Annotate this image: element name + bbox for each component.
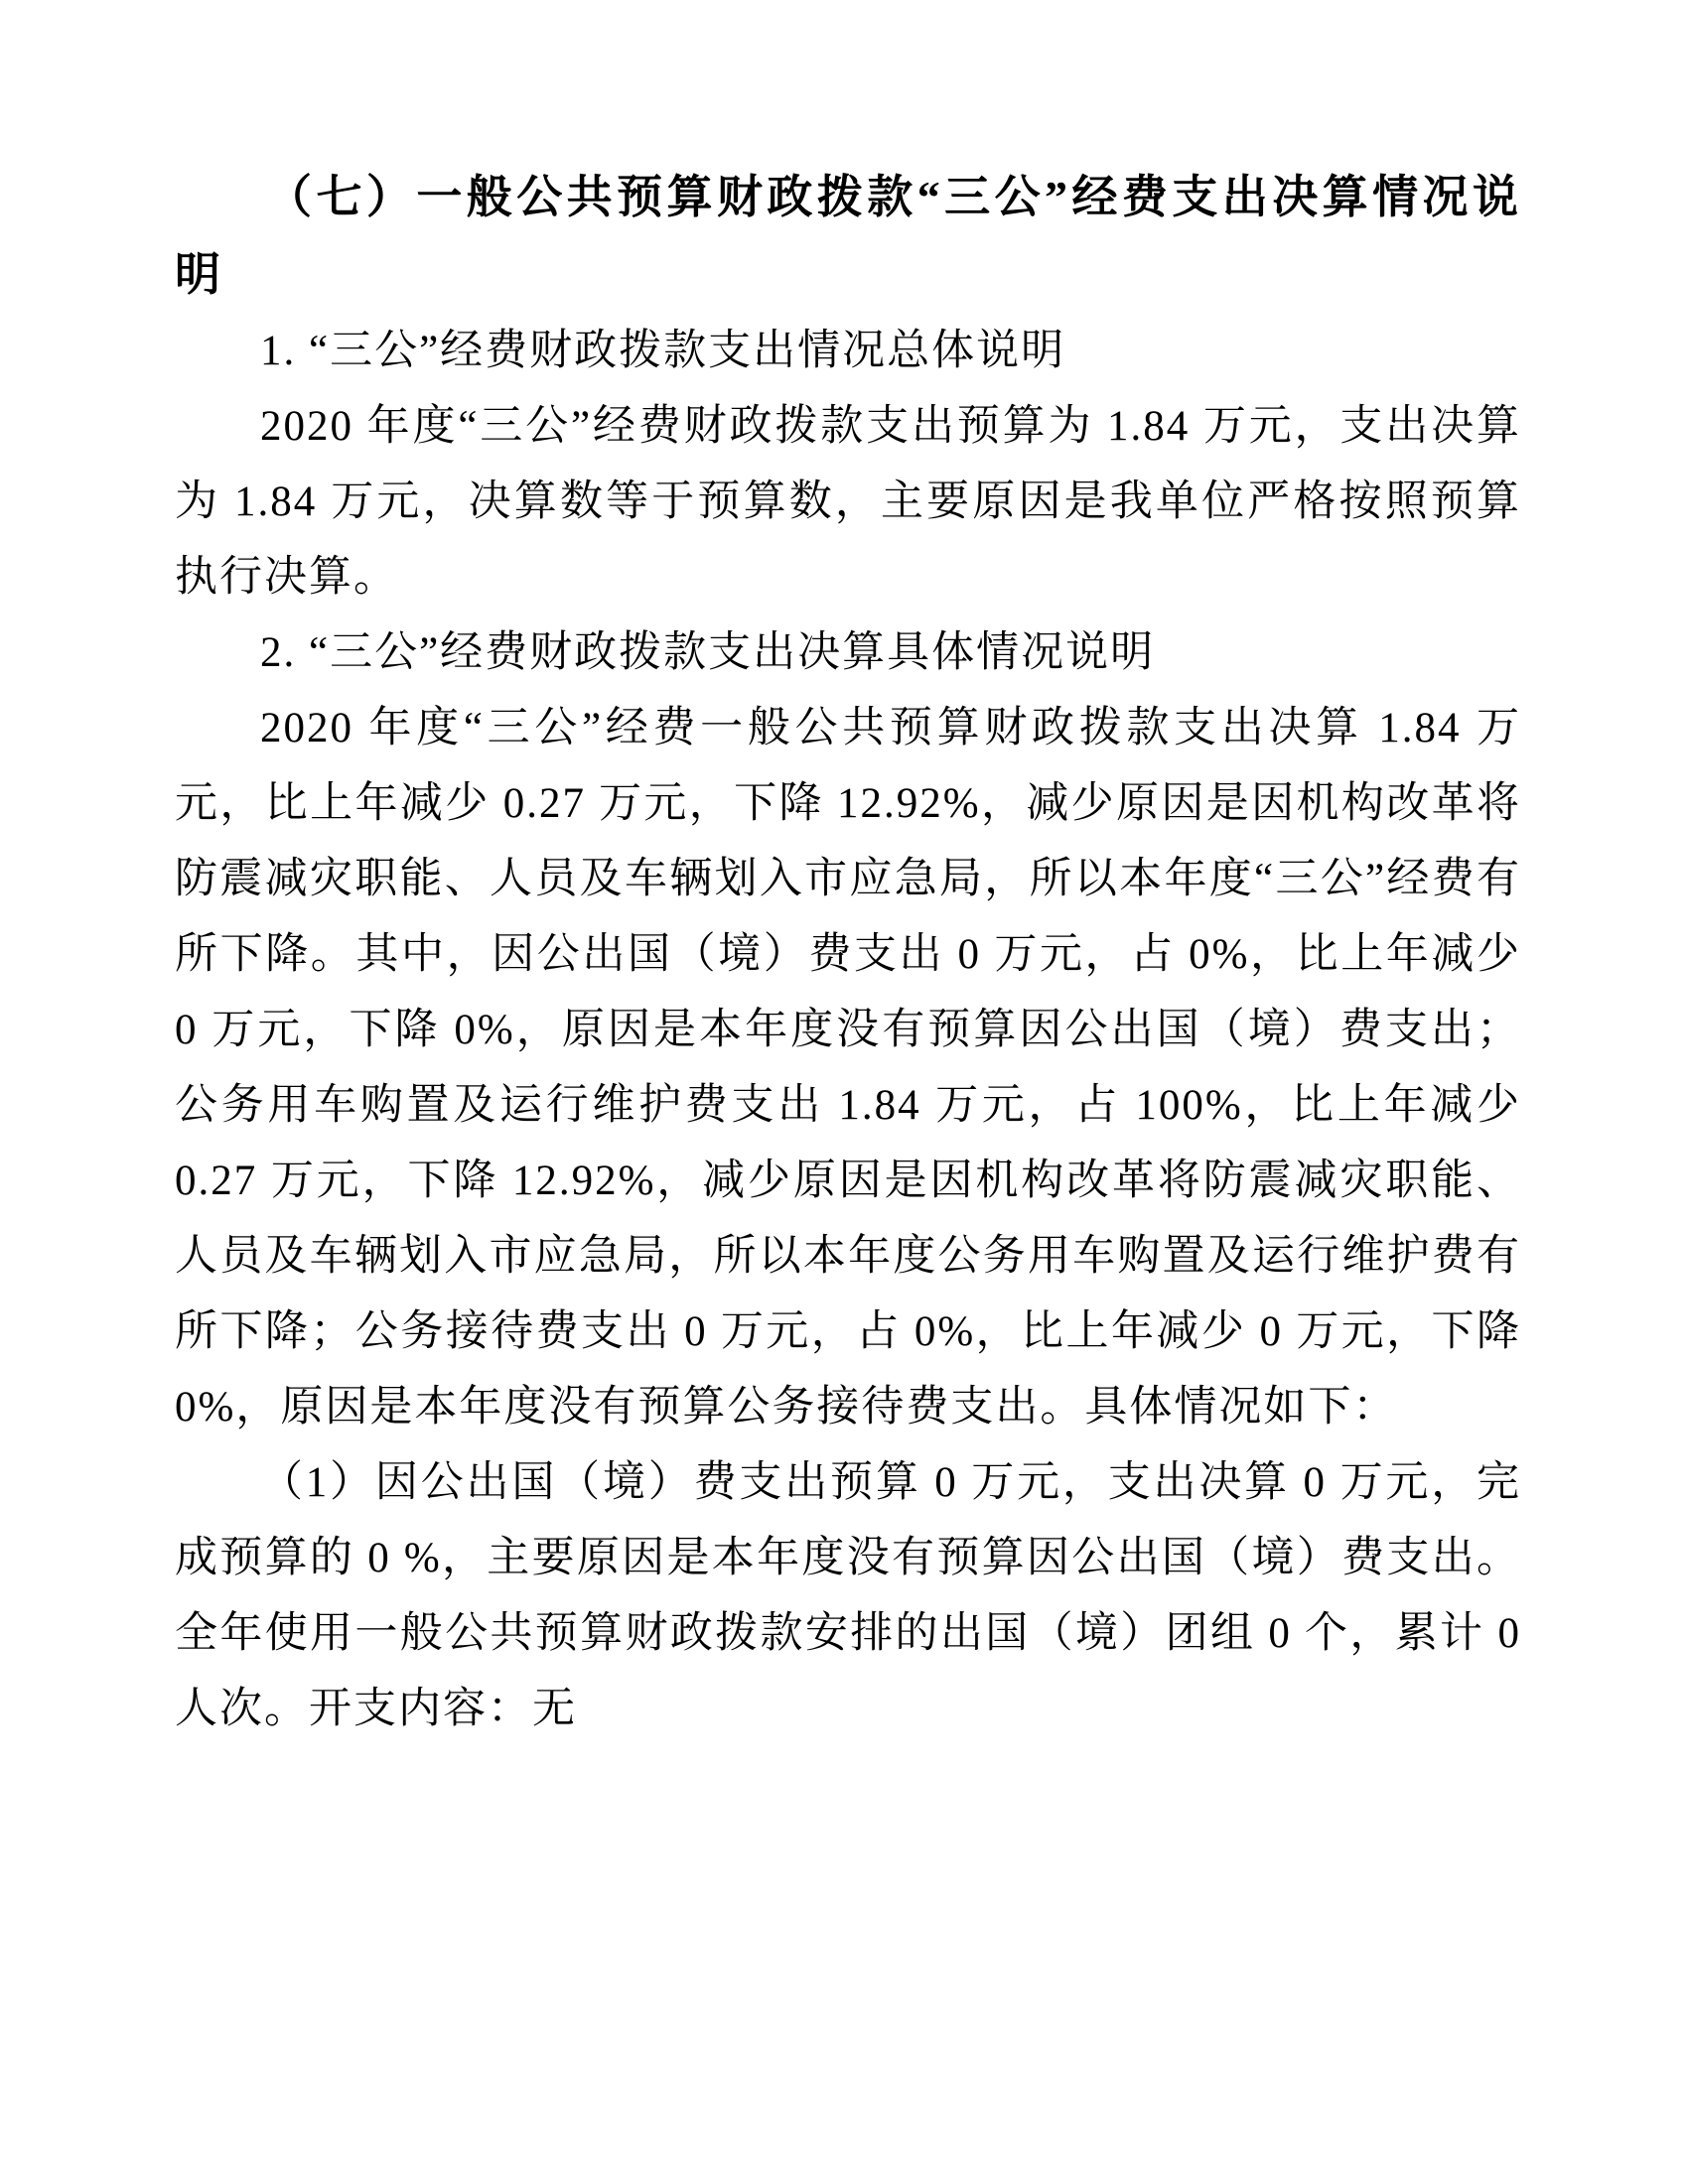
subheading-specific-explanation: 2. “三公”经费财政拨款支出决算具体情况说明 — [260, 629, 1156, 676]
paragraph-overseas-travel-item: （1）因公出国（境）费支出预算 0 万元，支出决算 0 万元，完成预算的 0 %，主要原因是本年度没有预算因公出国（境）费支出。全年使用一般公共预算财政拨款安排的出国（境）团组 0 个，累计 0 人次。开支内容：无 — [175, 1459, 1521, 1732]
paragraph-overall-explanation: 2020 年度“三公”经费财政拨款支出预算为 1.84 万元，支出决算为 1.84 万元，决算数等于预算数，主要原因是我单位严格按照预算执行决算。 — [175, 403, 1521, 601]
paragraph-specific-explanation: 2020 年度“三公”经费一般公共预算财政拨款支出决算 1.84 万元，比上年减少 0.27 万元，下降 12.92%，减少原因是因机构改革将防震减灾职能、人员及车辆划入市应急局，所以本年度“三公”经费有所下降。其中，因公出国（境）费支出 0 万元，占 0%，比上年减少 0 万元，下降 0%，原因是本年度没有预算因公出国（境）费支出；公务用车购置及运行维护费支出 1.84 万元，占 100%，比上年减少 0.27 万元，下降 12.92%，减少原因是因机构改革将防震减灾职能、人员及车辆划入市应急局，所以本年度公务用车购置及运行维护费有所下降；公务接待费支出 0 万元，占 0%，比上年减少 0 万元，下降 0%，原因是本年度没有预算公务接待费支出。具体情况如下： — [175, 705, 1521, 1431]
section-title: （七）一般公共预算财政拨款“三公”经费支出决算情况说明 — [175, 172, 1521, 300]
subheading-overall-explanation: 1. “三公”经费财政拨款支出情况总体说明 — [260, 328, 1066, 374]
